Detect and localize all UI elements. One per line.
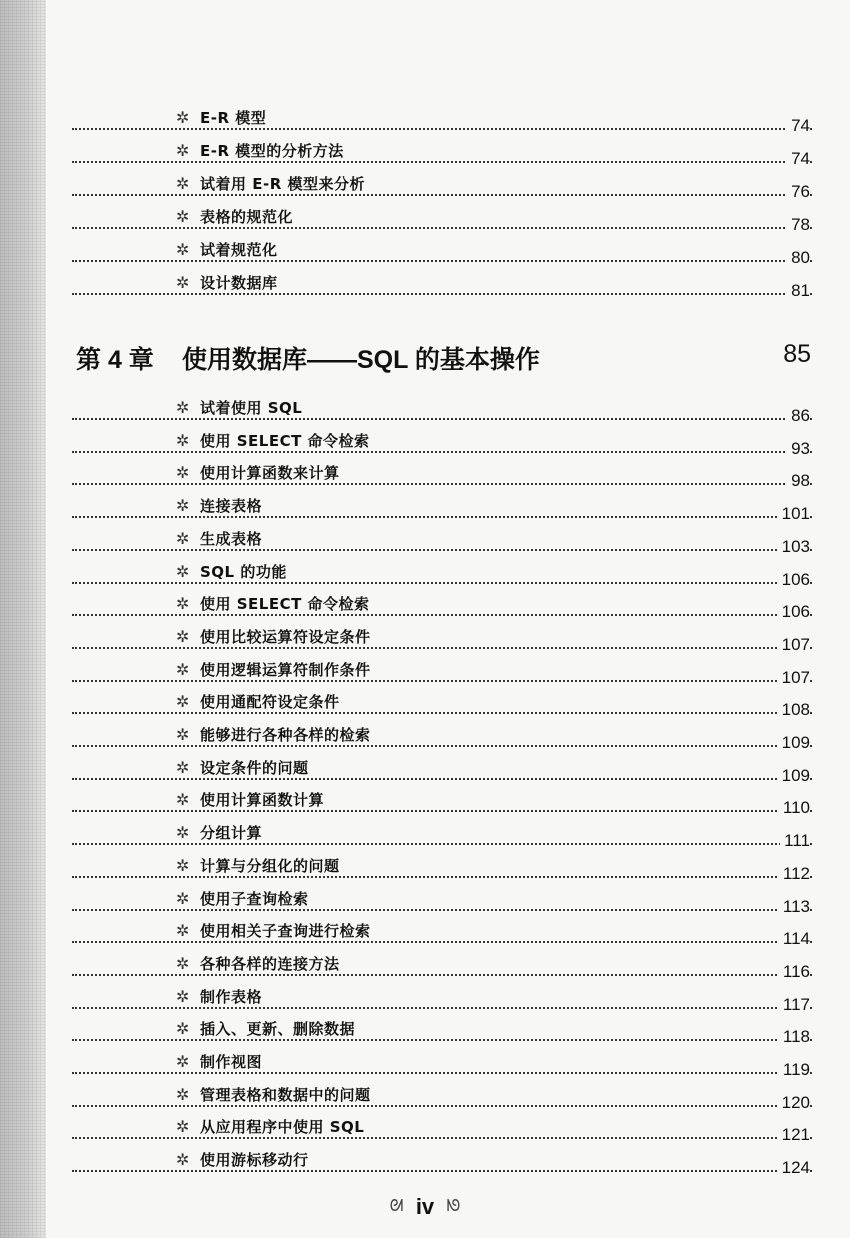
flower-bullet-icon: ✲ [176,659,190,679]
toc-entry[interactable] [72,525,812,556]
flower-bullet-icon: ✲ [176,463,190,483]
toc-entry-label: 试着使用 SQL [200,399,303,417]
toc-entry[interactable] [72,917,812,949]
toc-entry-page-number: 107 [778,636,810,653]
toc-entry-label: 使用通配符设定条件 [200,693,340,712]
flower-bullet-icon: ✲ [176,240,190,259]
flower-bullet-icon: ✲ [176,757,190,777]
toc-entry-label: 各种各样的连接方法 [200,954,340,973]
toc-entry-label: 从应用程序中使用 SQL [200,1118,365,1137]
ornament-left-icon: ᘛ [389,1198,404,1215]
toc-entry[interactable] [72,983,812,1014]
toc-entry-page-number: 101 [778,505,810,522]
flower-bullet-icon: ✲ [176,986,190,1006]
toc-entry[interactable] [72,1015,812,1047]
toc-entry-page-number: 76 [787,183,810,200]
toc-entry-label: E-R 模型 [200,109,267,127]
toc-entry-label: 能够进行各种各样的检索 [200,726,371,744]
toc-entry[interactable] [72,394,812,425]
toc-entry-label: 表格的规范化 [200,208,294,226]
toc-entry-page-number: 120 [778,1094,810,1111]
toc-entry-label: 制作视图 [200,1053,263,1071]
flower-bullet-icon: ✲ [176,207,190,226]
flower-bullet-icon: ✲ [176,823,190,843]
toc-entry-label: 连接表格 [200,497,263,516]
toc-entry-label: 使用计算函数计算 [200,791,325,810]
toc-entry-page-number: 93 [787,440,810,457]
toc-entry-page-number: 107 [778,669,810,686]
toc-entry[interactable] [72,170,812,201]
toc-entry[interactable] [72,558,812,589]
toc-entry-label: 设定条件的问题 [200,758,309,777]
toc-entry-page-number: 78 [787,216,810,233]
toc-entry-page-number: 81 [787,282,810,299]
toc-entry[interactable] [72,492,812,524]
toc-entry-label: 试着用 E-R 模型来分析 [200,175,365,193]
toc-entry-label: E-R 模型的分析方法 [200,142,344,160]
toc-entry-page-number: 74 [787,150,810,167]
toc-entry-label: 计算与分组化的问题 [200,856,340,875]
toc-entry-page-number: 113 [779,898,810,915]
flower-bullet-icon: ✲ [176,953,190,973]
toc-entry-page-number: 111 [780,832,810,849]
chapter-heading[interactable] [76,336,811,376]
toc-entry-label: 使用相关子查询进行检索 [200,922,371,941]
toc-entry[interactable] [72,1113,812,1145]
toc-entry[interactable] [72,623,812,654]
toc-entry-page-number: 116 [779,963,810,980]
toc-entry-page-number: 103 [778,538,810,555]
toc-entry[interactable] [72,1146,812,1178]
flower-bullet-icon: ✲ [176,528,190,548]
flower-bullet-icon: ✲ [176,174,190,193]
toc-entry[interactable] [72,203,812,234]
toc-entry-label: 使用比较运算符设定条件 [200,627,371,646]
toc-entry-page-number: 108 [778,701,810,718]
toc-entry[interactable] [72,427,812,458]
toc-entry[interactable] [72,1048,812,1079]
toc-entry-page-number: 119 [779,1061,810,1078]
flower-bullet-icon: ✲ [176,1150,190,1170]
toc-entry-page-number: 106 [778,603,810,620]
toc-entry[interactable] [72,269,812,300]
toc-entry-label: 生成表格 [200,529,263,548]
toc-entry-page-number: 86 [787,407,810,424]
chapter-page-number: 85 [783,340,811,368]
toc-entry-label: SQL 的功能 [200,562,287,581]
toc-entry[interactable] [72,459,812,491]
toc-entry[interactable] [72,786,812,818]
flower-bullet-icon: ✲ [176,561,190,581]
toc-entry[interactable] [72,721,812,752]
toc-entry[interactable] [72,688,812,720]
toc-entry-label: 设计数据库 [200,274,278,292]
toc-entry-page-number: 106 [778,571,810,588]
toc-entry[interactable] [72,754,812,785]
flower-bullet-icon: ✲ [176,1019,190,1039]
toc-entry-label: 使用逻辑运算符制作条件 [200,660,371,679]
folio-page-number: iv [415,1194,435,1219]
toc-entry-label: 使用 SELECT 命令检索 [200,595,370,614]
flower-bullet-icon: ✲ [176,108,190,127]
toc-entry[interactable] [72,950,812,981]
flower-bullet-icon: ✲ [176,430,190,450]
toc-entry-page-number: 74 [787,117,810,134]
toc-entry-page-number: 117 [779,996,810,1013]
toc-entry-page-number: 80 [787,249,810,266]
toc-entry-page-number: 124 [778,1159,810,1176]
toc-entry-label: 分组计算 [200,824,263,843]
toc-entry-page-number: 109 [778,767,810,784]
toc-entry-page-number: 121 [778,1126,810,1143]
toc-entry[interactable] [72,656,812,687]
flower-bullet-icon: ✲ [176,790,190,810]
toc-entry-page-number: 110 [779,799,810,816]
toc-entry-page-number: 98 [787,472,810,489]
flower-bullet-icon: ✲ [176,692,190,712]
toc-entry[interactable] [72,137,812,168]
flower-bullet-icon: ✲ [176,921,190,941]
toc-entry-label: 使用计算函数来计算 [200,464,340,483]
toc-entry-label: 插入、更新、删除数据 [200,1020,356,1039]
toc-entry-label: 使用游标移动行 [200,1151,309,1170]
ornament-right-icon: ᘚ [446,1198,461,1215]
flower-bullet-icon: ✲ [176,1084,190,1104]
toc-entry-label: 使用 SELECT 命令检索 [200,431,370,450]
flower-bullet-icon: ✲ [176,398,190,417]
flower-bullet-icon: ✲ [176,1117,190,1137]
flower-bullet-icon: ✲ [176,273,190,292]
flower-bullet-icon: ✲ [176,626,190,646]
flower-bullet-icon: ✲ [176,594,190,614]
toc-entry[interactable] [72,819,812,851]
toc-entry-label: 试着规范化 [200,241,278,259]
page-footer [0,1194,850,1224]
toc-entry-label: 制作表格 [200,987,263,1006]
toc-entry-label: 使用子查询检索 [200,889,309,908]
toc-entry[interactable] [72,236,812,267]
flower-bullet-icon: ✲ [176,496,190,516]
toc-entry-label: 管理表格和数据中的问题 [200,1085,371,1104]
toc-entry[interactable] [72,852,812,883]
flower-bullet-icon: ✲ [176,725,190,744]
toc-entry-page-number: 114 [779,930,810,947]
toc-entry[interactable] [72,885,812,916]
toc-entry-page-number: 118 [779,1028,810,1045]
toc-entry[interactable] [72,1081,812,1112]
flower-bullet-icon: ✲ [176,888,190,908]
flower-bullet-icon: ✲ [176,855,190,875]
toc-entry[interactable] [72,590,812,622]
chapter-title: 使用数据库——SQL 的基本操作 [182,346,540,374]
toc-entry-page-number: 112 [779,865,810,882]
flower-bullet-icon: ✲ [176,1052,190,1071]
toc-entry[interactable] [72,104,812,135]
chapter-number: 第 4 章 [76,346,154,374]
toc-entry-page-number: 109 [778,734,810,751]
flower-bullet-icon: ✲ [176,141,190,160]
